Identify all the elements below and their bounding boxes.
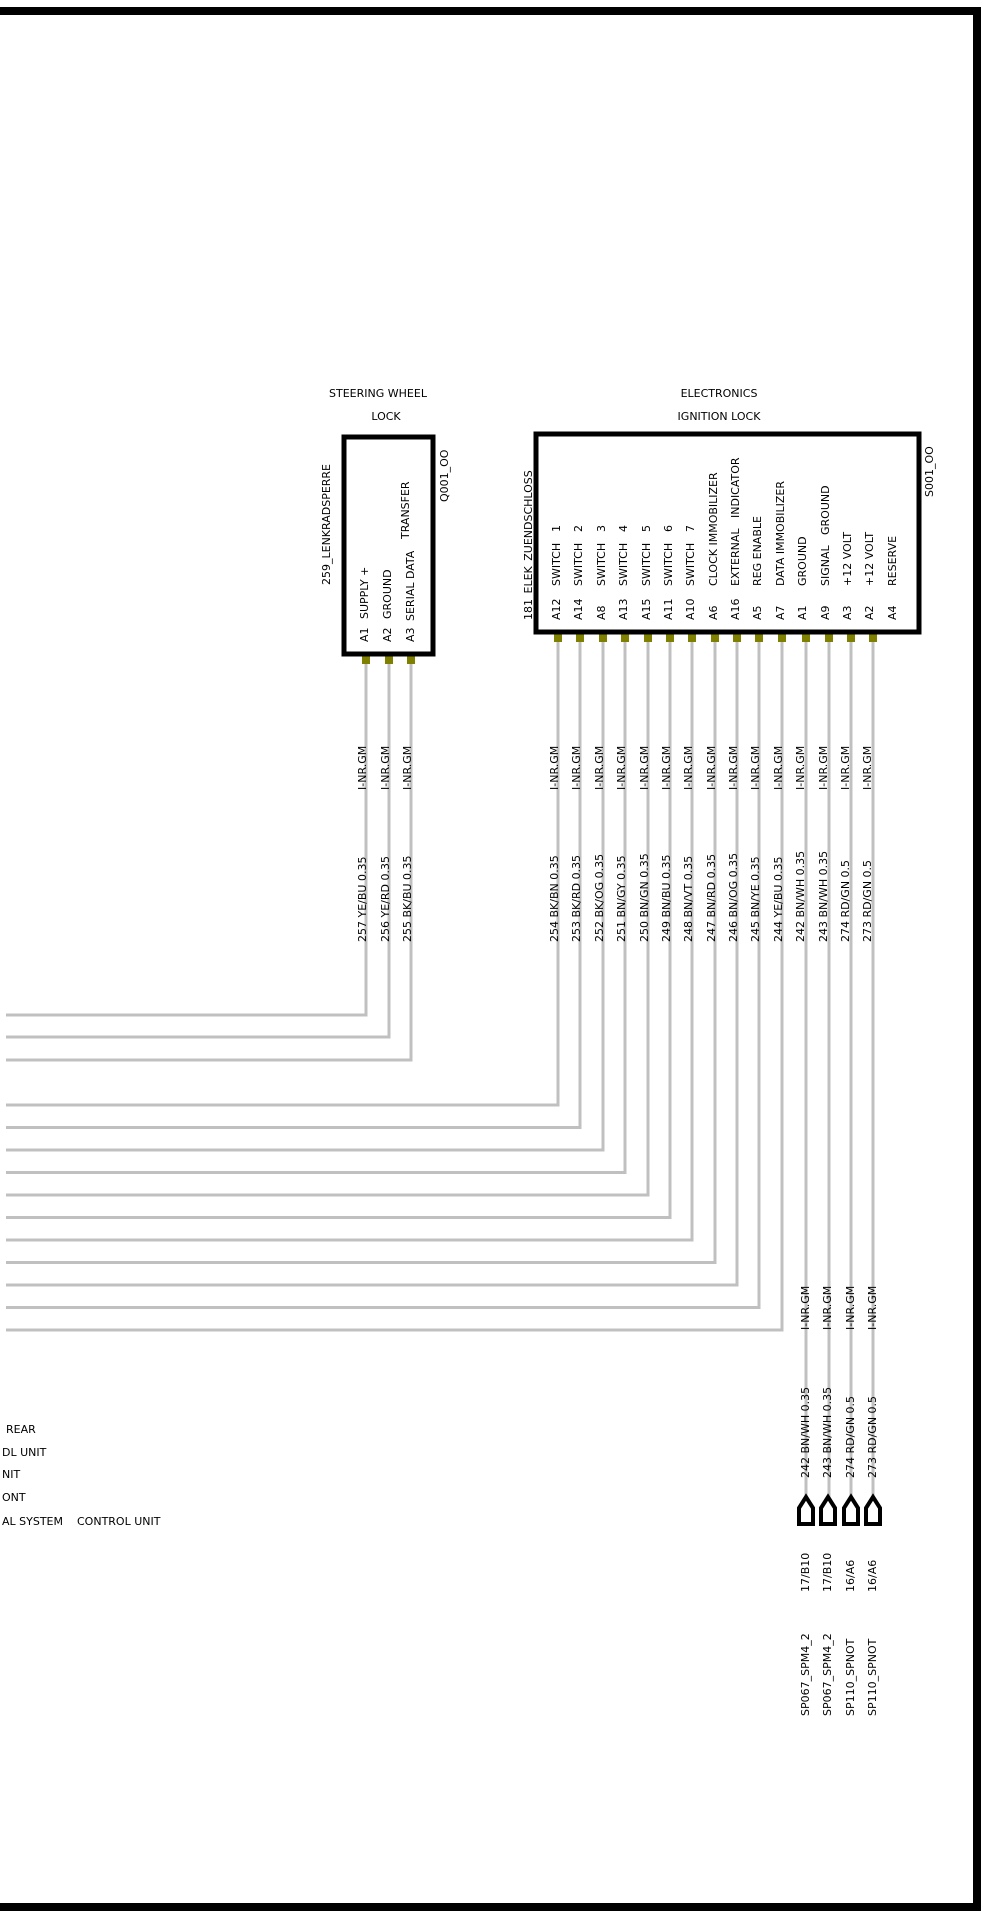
wire-label-257: 257 YE/BU 0.35	[356, 856, 369, 942]
wire-type-255: I-NR.GM	[401, 745, 414, 790]
ignition-lock-id: S001_OO	[923, 446, 936, 497]
ign-func-signal-ground: GROUND	[819, 485, 832, 535]
pins-layer	[362, 632, 877, 664]
splice-connector-icon	[844, 1497, 858, 1524]
ign-pin-a5: A5	[751, 605, 764, 620]
ignition-lock-wire	[6, 638, 603, 1150]
splice-name-242: SP067_SPM4_2	[799, 1633, 812, 1716]
wire-label-247: 247 BN/RD 0.35	[705, 853, 718, 942]
wire-type-248: I-NR.GM	[682, 745, 695, 790]
wire-label-256: 256 YE/RD 0.35	[379, 856, 392, 942]
ign-func-switch-4: SWITCH	[617, 542, 630, 586]
ign-pin-a15: A15	[640, 598, 653, 620]
splice-wire-type-273: I-NR.GM	[866, 1285, 879, 1330]
ign-pin-a8: A8	[595, 605, 608, 620]
ign-func-switch-3: SWITCH	[595, 542, 608, 586]
ignition-lock-title-1: ELECTRONICS	[680, 387, 758, 400]
steering-wheel-lock-box	[344, 437, 433, 654]
wire-label-254: 254 BK/BN 0.35	[548, 855, 561, 942]
steering-pin-a3: A3	[404, 627, 417, 642]
steering-lock-wire	[6, 660, 389, 1037]
ign-func-switch-3-num: 3	[595, 525, 608, 532]
ign-pin-a12: A12	[550, 598, 563, 620]
wire-type-243: I-NR.GM	[817, 745, 830, 790]
ign-func-switch-1: SWITCH	[550, 542, 563, 586]
wire-label-245: 245 BN/YE 0.35	[749, 856, 762, 942]
wire-type-251: I-NR.GM	[615, 745, 628, 790]
left-label-dl-unit: DL UNIT	[2, 1446, 47, 1459]
ignition-lock-wire	[6, 638, 558, 1105]
steering-lock-title-1: STEERING WHEEL	[329, 387, 427, 400]
steering-pin-a1: A1	[358, 627, 371, 642]
wire-type-247: I-NR.GM	[705, 745, 718, 790]
splice-ref-243: 17/B10	[821, 1552, 834, 1592]
steering-func-transfer: TRANSFER	[399, 481, 412, 539]
splice-connector-icon	[799, 1497, 813, 1524]
wire-label-242: 242 BN/WH 0.35	[794, 850, 807, 942]
ign-func-switch-2-num: 2	[572, 525, 585, 532]
steering-func-supply: SUPPLY +	[358, 566, 371, 619]
splice-ref-242: 17/B10	[799, 1552, 812, 1592]
wire-label-251: 251 BN/GY 0.35	[615, 855, 628, 942]
wire-type-254: I-NR.GM	[548, 745, 561, 790]
ign-func-indicator: INDICATOR	[729, 457, 742, 518]
ign-pin-a7: A7	[774, 605, 787, 620]
wire-type-244: I-NR.GM	[772, 745, 785, 790]
ign-pin-a1: A1	[796, 605, 809, 620]
wire-type-245: I-NR.GM	[749, 745, 762, 790]
splice-wire-label-242: 242 BN/WH 0.35	[799, 1386, 812, 1478]
ign-func-12v-a3: +12 VOLT	[841, 531, 854, 586]
splice-wire-label-273: 273 RD/GN 0.5	[866, 1395, 879, 1478]
left-label-ont: ONT	[2, 1491, 26, 1504]
steering-lock-wire	[6, 660, 411, 1060]
ign-pin-a4: A4	[886, 605, 899, 620]
ignition-lock-wire	[6, 638, 759, 1308]
wire-type-274: I-NR.GM	[839, 745, 852, 790]
splice-wire-label-243: 243 BN/WH 0.35	[821, 1386, 834, 1478]
ign-func-switch-5: SWITCH	[640, 542, 653, 586]
ignition-lock-wire	[6, 638, 782, 1330]
wire-label-246: 246 BN/OG 0.35	[727, 852, 740, 942]
wire-type-252: I-NR.GM	[593, 745, 606, 790]
wire-label-273: 273 RD/GN 0.5	[861, 859, 874, 942]
steering-lock-title-2: LOCK	[371, 410, 401, 423]
ign-pin-a16: A16	[729, 598, 742, 620]
splice-wire-label-274: 274 RD/GN 0.5	[844, 1395, 857, 1478]
ign-pin-a9: A9	[819, 605, 832, 620]
ign-pin-a11: A11	[662, 598, 675, 620]
steering-pin-a2: A2	[381, 627, 394, 642]
wire-type-253: I-NR.GM	[570, 745, 583, 790]
splice-wire-type-242: I-NR.GM	[799, 1285, 812, 1330]
wire-type-256: I-NR.GM	[379, 745, 392, 790]
ign-pin-a6: A6	[707, 605, 720, 620]
splice-name-273: SP110_SPNOT	[866, 1638, 879, 1716]
ign-pin-a3: A3	[841, 605, 854, 620]
ignition-lock-title-2: IGNITION LOCK	[677, 410, 761, 423]
ign-func-switch-7-num: 7	[684, 525, 697, 532]
ign-pin-a10: A10	[684, 598, 697, 620]
splice-name-274: SP110_SPNOT	[844, 1638, 857, 1716]
ignition-lock-wire	[6, 638, 580, 1128]
ignition-lock-wire	[6, 638, 715, 1263]
left-label-nit: NIT	[2, 1468, 21, 1481]
ign-func-switch-1-num: 1	[550, 525, 563, 532]
wire-label-248: 248 BN/VT 0.35	[682, 855, 695, 942]
wire-label-253: 253 BK/RD 0.35	[570, 854, 583, 942]
ignition-lock-box	[536, 434, 919, 632]
ign-func-switch-4-num: 4	[617, 525, 630, 532]
left-label-control-unit: CONTROL UNIT	[77, 1515, 161, 1528]
ign-func-clock-immobilizer: CLOCK IMMOBILIZER	[707, 472, 720, 586]
wire-type-249: I-NR.GM	[660, 745, 673, 790]
splice-wire-type-274: I-NR.GM	[844, 1285, 857, 1330]
splice-ref-274: 16/A6	[844, 1559, 857, 1592]
ign-func-switch-6-num: 6	[662, 525, 675, 532]
wire-label-250: 250 BN/GN 0.35	[638, 853, 651, 942]
ign-pin-a2: A2	[863, 605, 876, 620]
ign-func-signal: SIGNAL	[819, 545, 832, 586]
ign-func-12v-a2: +12 VOLT	[863, 531, 876, 586]
splice-connector-icon	[821, 1497, 835, 1524]
wire-type-246: I-NR.GM	[727, 745, 740, 790]
steering-lock-name: 259_LENKRADSPERRE	[320, 463, 333, 585]
ign-func-switch-2: SWITCH	[572, 542, 585, 586]
splice-ref-273: 16/A6	[866, 1559, 879, 1592]
ign-func-reserve: RESERVE	[886, 535, 899, 586]
wire-label-252: 252 BK/OG 0.35	[593, 853, 606, 942]
ignition-lock-wire	[6, 638, 737, 1285]
splice-name-243: SP067_SPM4_2	[821, 1633, 834, 1716]
wire-type-257: I-NR.GM	[356, 745, 369, 790]
left-label-al-system: AL SYSTEM	[2, 1515, 63, 1528]
wire-type-273: I-NR.GM	[861, 745, 874, 790]
splice-wire-type-243: I-NR.GM	[821, 1285, 834, 1330]
left-label-rear: REAR	[6, 1423, 36, 1436]
ignition-lock-wire	[6, 638, 625, 1173]
wire-label-255: 255 BK/BU 0.35	[401, 855, 414, 942]
splice-connector-icon	[866, 1497, 880, 1524]
ign-func-ground: GROUND	[796, 536, 809, 586]
steering-lock-id: Q001_OO	[438, 449, 451, 502]
wire-label-249: 249 BN/BU 0.35	[660, 854, 673, 942]
wire-type-250: I-NR.GM	[638, 745, 651, 790]
wire-label-244: 244 YE/BU 0.35	[772, 856, 785, 942]
ign-func-reg-enable: REG ENABLE	[751, 516, 764, 586]
ign-func-switch-6: SWITCH	[662, 542, 675, 586]
ignition-lock-name: 181_ELEK_ZUENDSCHLOSS	[522, 470, 535, 620]
wire-label-274: 274 RD/GN 0.5	[839, 859, 852, 942]
wire-type-242: I-NR.GM	[794, 745, 807, 790]
wire-label-243: 243 BN/WH 0.35	[817, 850, 830, 942]
ign-pin-a13: A13	[617, 598, 630, 620]
steering-func-ground: GROUND	[381, 569, 394, 619]
steering-func-serial-data: SERIAL DATA	[404, 550, 417, 621]
ign-func-switch-5-num: 5	[640, 525, 653, 532]
steering-lock-wire	[6, 660, 366, 1015]
ign-func-switch-7: SWITCH	[684, 542, 697, 586]
ign-func-external: EXTERNAL	[729, 528, 742, 586]
ign-pin-a14: A14	[572, 598, 585, 620]
wires-layer	[6, 638, 873, 1500]
ign-func-data-immobilizer: DATA IMMOBILIZER	[774, 480, 787, 586]
